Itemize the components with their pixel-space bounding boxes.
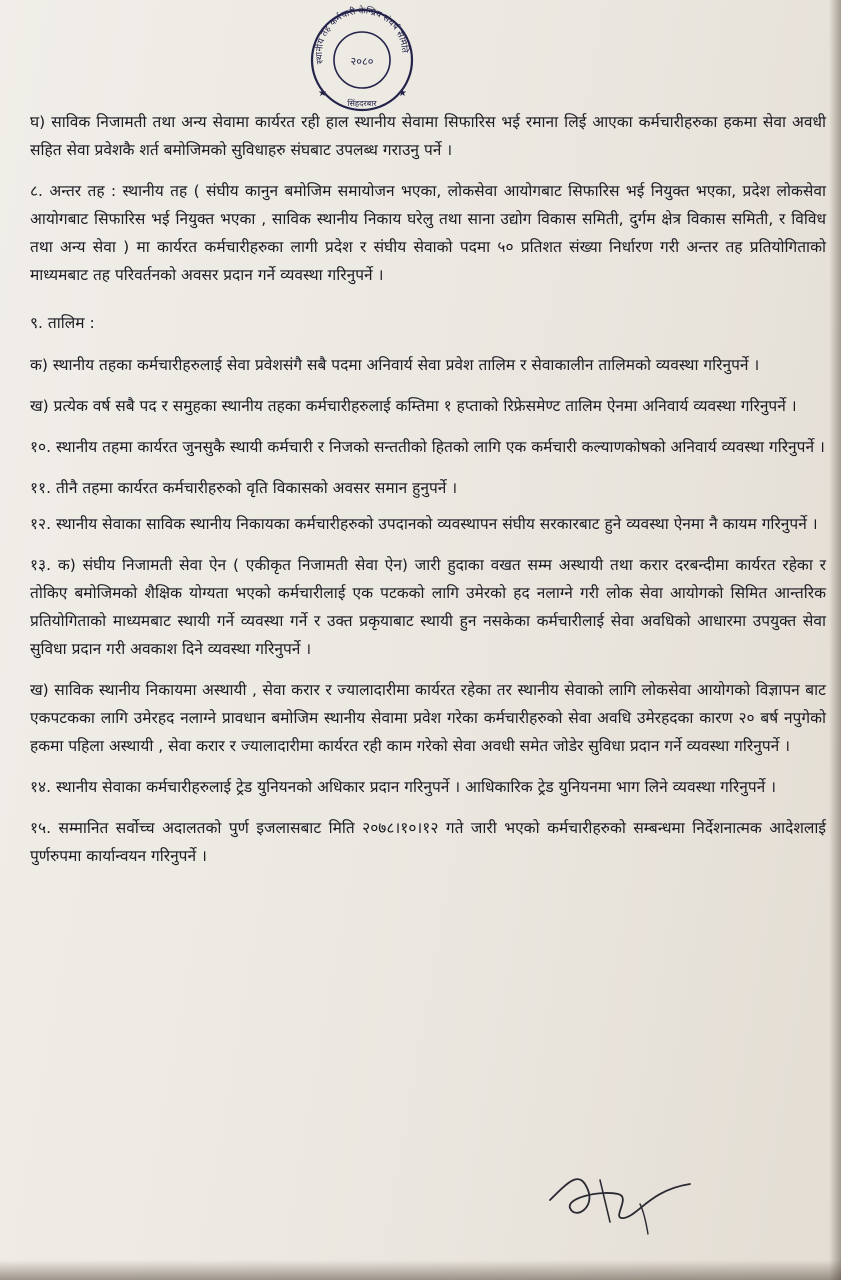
training-item-ka: क) स्थानीय तहका कर्मचारीहरुलाई सेवा प्रवेशसंगै सबै पदमा अनिवार्य सेवा प्रवेश तालिम र सेवाकालीन तालिमको व्यवस्था गरिनुपर्ने । (30, 356, 760, 374)
seal-star-icon: ★ (318, 88, 327, 99)
seal-star-icon: ★ (398, 88, 407, 99)
page-edge-shadow (829, 0, 841, 1280)
training-item-kha: ख) प्रत्येक वर्ष सबै पद र समुहका स्थानीय तहका कर्मचारीहरुलाई कम्तिमा १ हप्ताको रिफ्रेसमेण्ट तालिम ऐनमा अनिवार्य व्यवस्था गरिनुपर्ने । (30, 397, 797, 415)
page-bottom-shadow (0, 1260, 841, 1280)
clause-15: १५. सम्मानित सर्वोच्च अदालतको पुर्ण इजलासबाट मिति २०७८।१०।१२ गते जारी भएको कर्मचारीहरुको सम्बन्धमा निर्देशनात्मक आदेशलाई पुर्णरुपमा कार्यान्वयन गरिनुपर्ने । (30, 819, 826, 865)
seal-place: सिंहदरबार (347, 99, 377, 108)
clause-12: १२. स्थानीय सेवाका साविक स्थानीय निकायका कर्मचारीहरुको उपदानको व्यवस्थापन संघीय सरकारबाट हुने व्यवस्था ऐनमा नै कायम गरिनुपर्ने । (30, 515, 818, 533)
seal-ring-text: स्थानीय तह कर्मचारी केन्द्रिय संघर्ष समिति (314, 6, 410, 65)
clause-14: १४. स्थानीय सेवाका कर्मचारीहरुलाई ट्रेड युनियनको अधिकार प्रदान गरिनुपर्ने । आधिकारिक ट्रेड युनियनमा भाग लिने व्यवस्था गरिनुपर्ने । (30, 778, 777, 796)
handwritten-signature (540, 1160, 700, 1240)
clause-13-ka: १३. क) संघीय निजामती सेवा ऐन ( एकीकृत निजामती सेवा ऐन) जारी हुदाका वखत सम्म अस्थायी तथा करार दरबन्दीमा कार्यरत रहेका र तोकिए बमोजिमको शैक्षिक योग्यता भएको कर्मचारीलाई एक पटकको लागि उमेरको हद नलाग्ने गरी लोक सेवा आयोगको सिमित आन्तरिक प्रतियोगिताको माध्यमबाट स्थायी गर्ने व्यवस्था गर्ने र उक्त प्रकृयाबाट स्थायी हुन नसकेका कर्मचारीलाई सेवा अवधिको आधारमा उपयुक्त सेवा सुविधा प्रदान गरी अवकाश दिने व्यवस्था गरिनुपर्ने । (30, 556, 826, 658)
organization-seal (302, 4, 422, 114)
clause-11: ११. तीनै तहमा कार्यरत कर्मचारीहरुको वृति विकासको अवसर समान हुनुपर्ने । (30, 479, 458, 497)
clause-gha: घ) साविक निजामती तथा अन्य सेवामा कार्यरत रही हाल स्थानीय सेवामा सिफारिस भई रमाना लिई आएका कर्मचारीहरुका हकमा सेवा अवधी सहित सेवा प्रवेशकै शर्त बमोजिमको सुविधाहरु संघबाट उपलब्ध गराउनु पर्ने । (30, 113, 826, 159)
training-heading: ९. तालिम : (30, 314, 95, 332)
clause-8-inter-level: ८. अन्तर तह : स्थानीय तह ( संघीय कानुन बमोजिम समायोजन भएका, लोकसेवा आयोगबाट सिफारिस भई नियुक्त भएका, प्रदेश लोकसेवा आयोगबाट सिफारिस भई नियुक्त भएका , साविक स्थानीय निकाय घरेलु तथा साना उद्योग विकास समिती, दुर्गम क्षेत्र विकास समिती, र विविध तथा अन्य सेवा ) मा कार्यरत कर्मचारीहरुका लागी प्रदेश र संघीय सेवाको पदमा ५० प्रतिशत संख्या निर्धारण गरी अन्तर तह प्रतियोगिताको माध्यमबाट तह परिवर्तनको अवसर प्रदान गर्ने व्यवस्था गरिनुपर्ने । (30, 182, 826, 284)
document-body (30, 108, 826, 883)
clause-13-kha: ख) साविक स्थानीय निकायमा अस्थायी , सेवा करार र ज्यालादारीमा कार्यरत रहेका तर स्थानीय सेवाको लागि लोकसेवा आयोगको विज्ञापन बाट एकपटकका लागि उमेरहद नलाग्ने प्रावधान बमोजिम स्थानीय सेवामा प्रवेश गरेका कर्मचारीहरुको सेवा अवधि उमेरहदका कारण २० बर्ष नपुगेको हकमा पहिला अस्थायी , सेवा करार र ज्यालादारीमा कार्यरत रही काम गरेको सेवा अवधी समेत जोडेर सुविधा प्रदान गर्ने व्यवस्था गरिनुपर्ने । (30, 681, 826, 755)
clause-10: १०. स्थानीय तहमा कार्यरत जुनसुकै स्थायी कर्मचारी र निजको सन्ततीको हितको लागि एक कर्मचारी कल्याणकोषको अनिवार्य व्यवस्था गरिनुपर्ने । (30, 438, 825, 456)
seal-year: २०८० (350, 55, 374, 68)
